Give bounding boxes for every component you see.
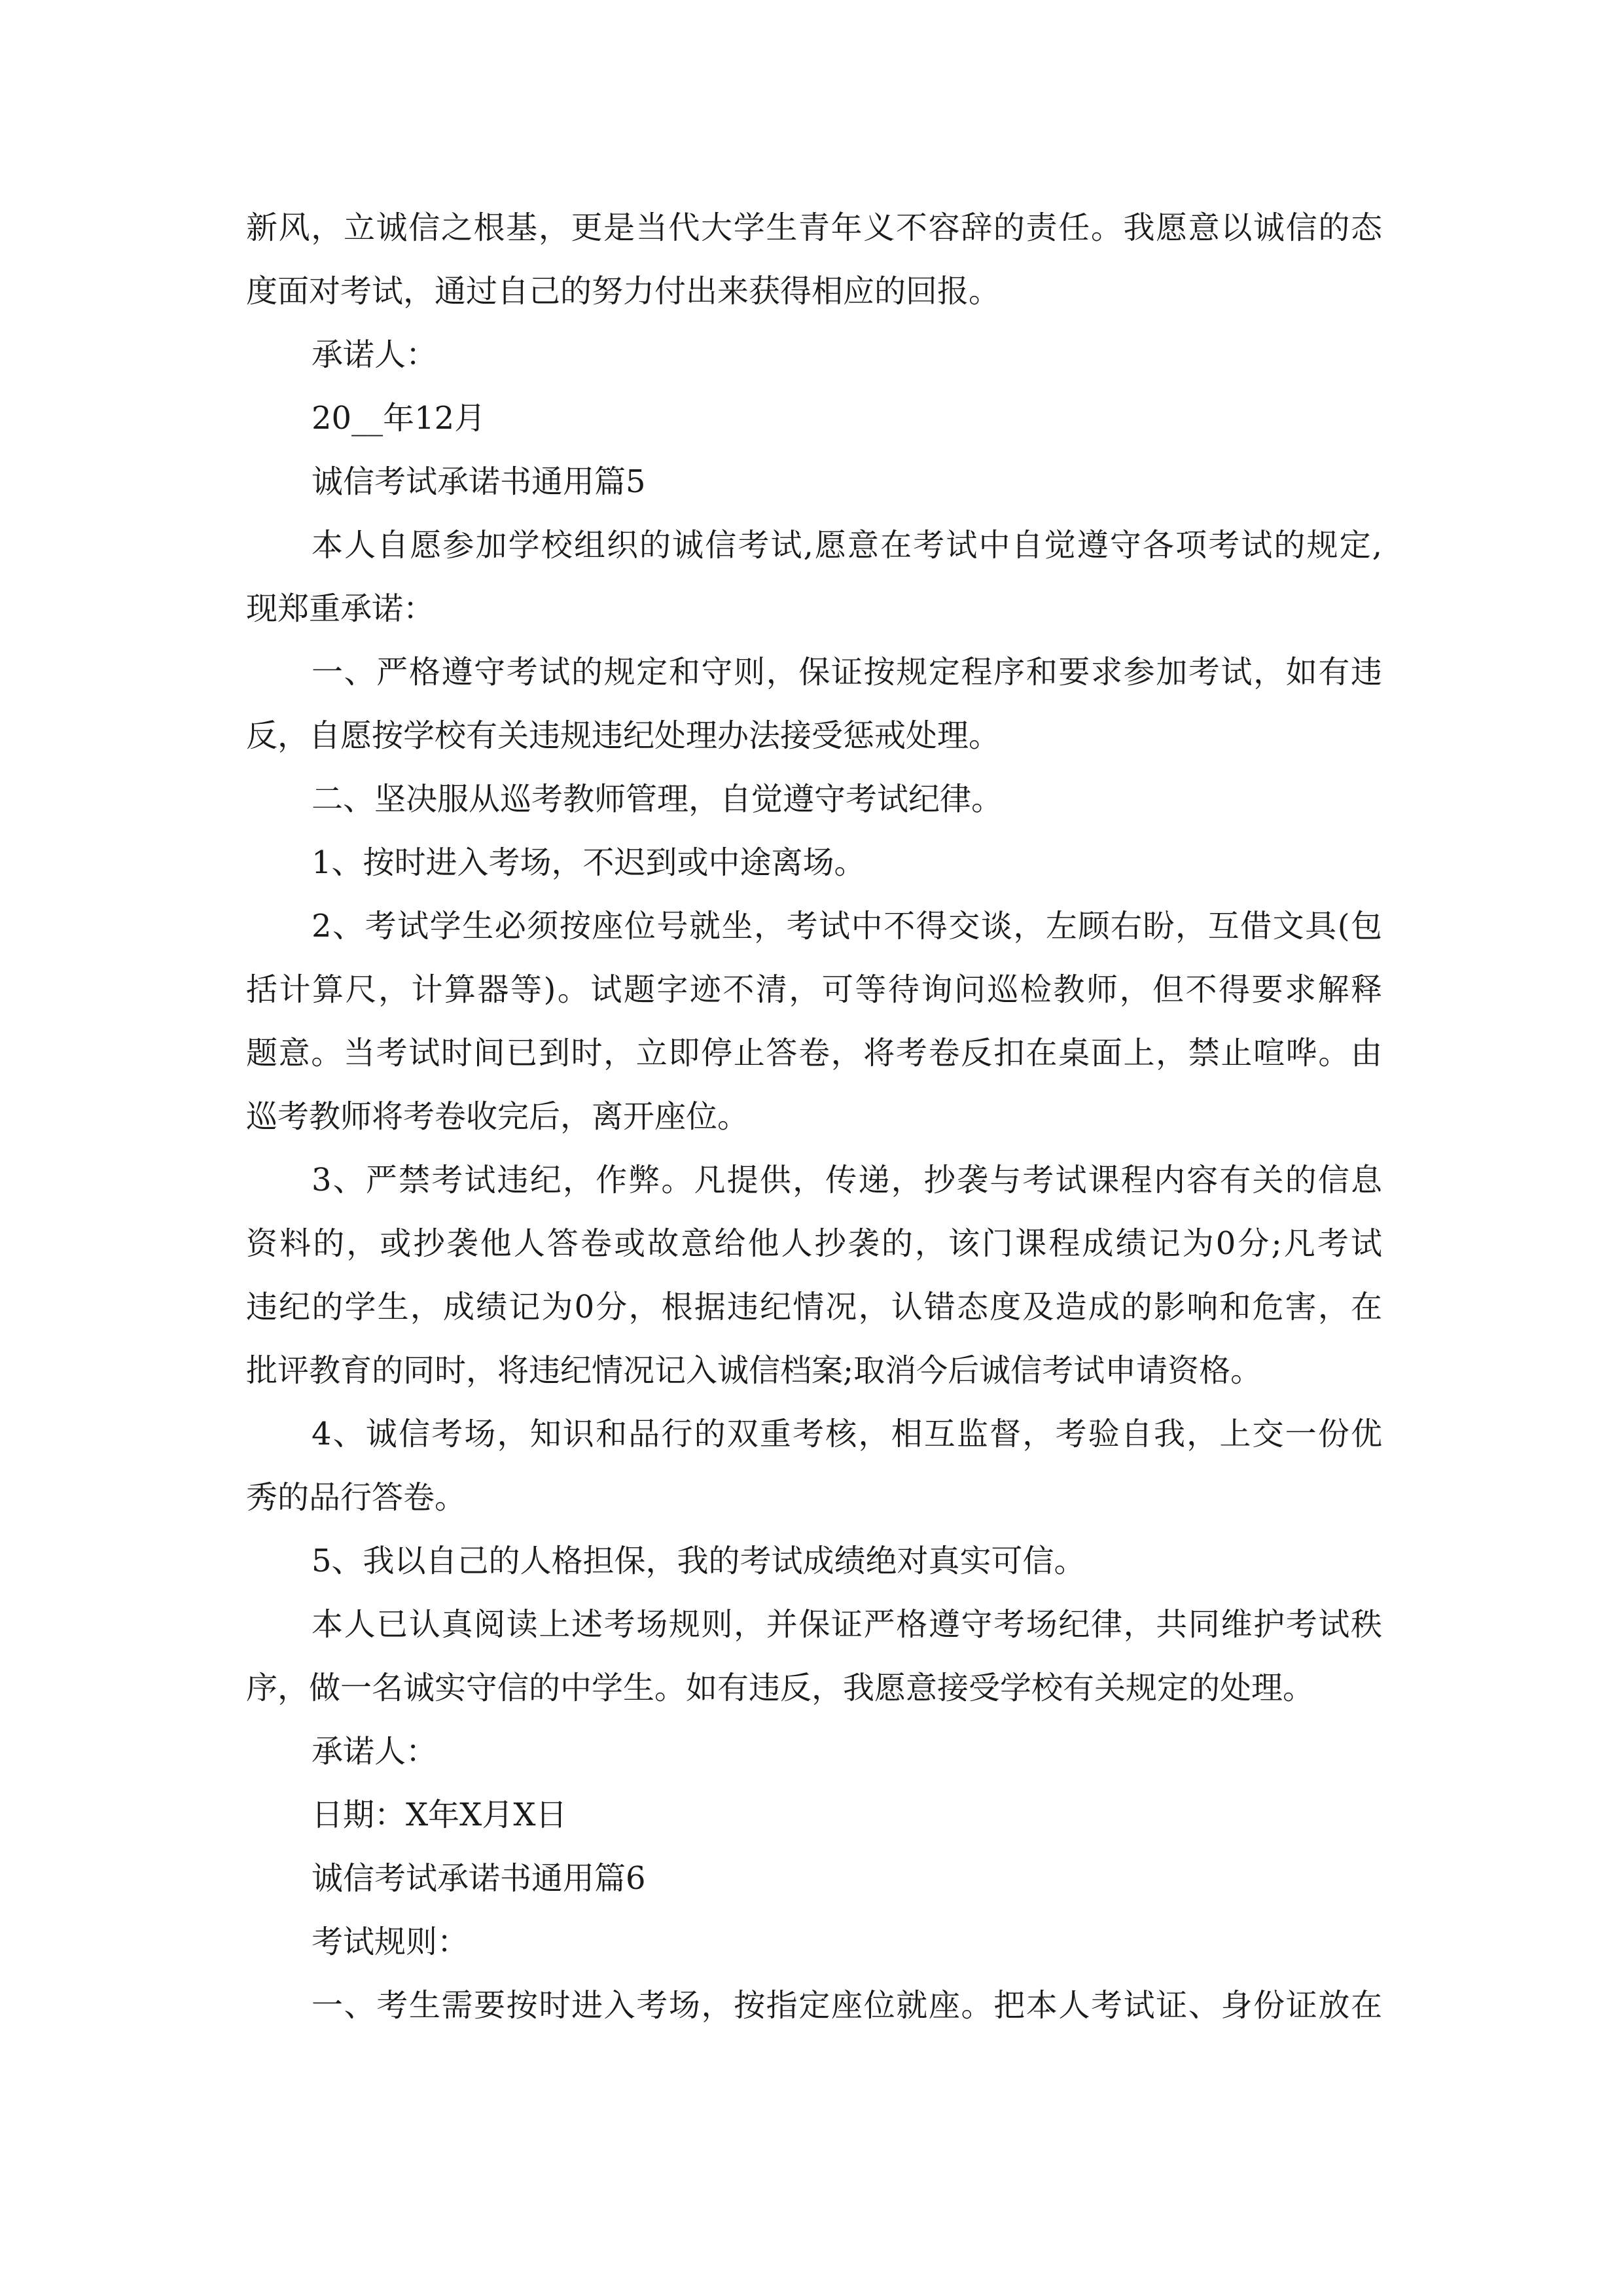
text-line: 题意。当考试时间已到时，立即停止答卷，将考卷反扣在桌面上，禁止喧哗。由 — [246, 1035, 1382, 1071]
text-line: 本人已认真阅读上述考场规则，并保证严格遵守考场纪律，共同维护考试秩 — [312, 1606, 1382, 1643]
text-line: 违纪的学生，成绩记为0分，根据违纪情况，认错态度及造成的影响和危害，在 — [246, 1289, 1382, 1325]
text-line: 5、我以自己的人格担保，我的考试成绩绝对真实可信。 — [312, 1543, 1086, 1579]
text-line: 诚信考试承诺书通用篇5 — [312, 463, 646, 500]
text-line: 一、考生需要按时进入考场，按指定座位就座。把本人考试证、身份证放在 — [312, 1987, 1382, 2024]
text-line: 3、严禁考试违纪，作弊。凡提供，传递，抄袭与考试课程内容有关的信息 — [312, 1162, 1382, 1198]
text-line: 1、按时进入考场，不迟到或中途离场。 — [312, 844, 866, 881]
text-line: 二、坚决服从巡考教师管理，自觉遵守考试纪律。 — [312, 781, 1003, 817]
text-line: 承诺人： — [312, 1733, 438, 1770]
text-line: 2、考试学生必须按座位号就坐，考试中不得交谈，左顾右盼，互借文具(包 — [312, 908, 1382, 944]
text-line: 4、诚信考场，知识和品行的双重考核，相互监督，考验自我，上交一份优 — [312, 1416, 1382, 1452]
text-line: 资料的，或抄袭他人答卷或故意给他人抄袭的，该门课程成绩记为0分;凡考试 — [246, 1225, 1382, 1262]
text-line: 批评教育的同时，将违纪情况记入诚信档案;取消今后诚信考试申请资格。 — [246, 1352, 1262, 1389]
text-line: 承诺人： — [312, 336, 438, 373]
text-line: 度面对考试，通过自己的努力付出来获得相应的回报。 — [246, 273, 1001, 310]
text-line: 考试规则： — [312, 1924, 469, 1960]
text-line: 日期：X年X月X日 — [312, 1797, 567, 1833]
text-line: 新风，立诚信之根基，更是当代大学生青年义不容辞的责任。我愿意以诚信的态 — [246, 209, 1382, 246]
text-line: 秀的品行答卷。 — [246, 1479, 467, 1516]
text-line: 一、严格遵守考试的规定和守则，保证按规定程序和要求参加考试，如有违 — [312, 654, 1382, 691]
text-line: 20__年12月 — [312, 400, 486, 437]
text-line: 巡考教师将考卷收完后，离开座位。 — [246, 1098, 749, 1135]
text-line: 本人自愿参加学校组织的诚信考试,愿意在考试中自觉遵守各项考试的规定, — [312, 527, 1382, 564]
document-body — [246, 196, 1382, 2037]
text-line: 序，做一名诚实守信的中学生。如有违反，我愿意接受学校有关规定的处理。 — [246, 1670, 1315, 1706]
text-line: 括计算尺，计算器等)。试题字迹不清，可等待询问巡检教师，但不得要求解释 — [246, 971, 1382, 1008]
text-line: 反，自愿按学校有关违规违纪处理办法接受惩戒处理。 — [246, 717, 1001, 754]
text-line: 现郑重承诺： — [246, 590, 435, 627]
text-line: 诚信考试承诺书通用篇6 — [312, 1860, 646, 1897]
